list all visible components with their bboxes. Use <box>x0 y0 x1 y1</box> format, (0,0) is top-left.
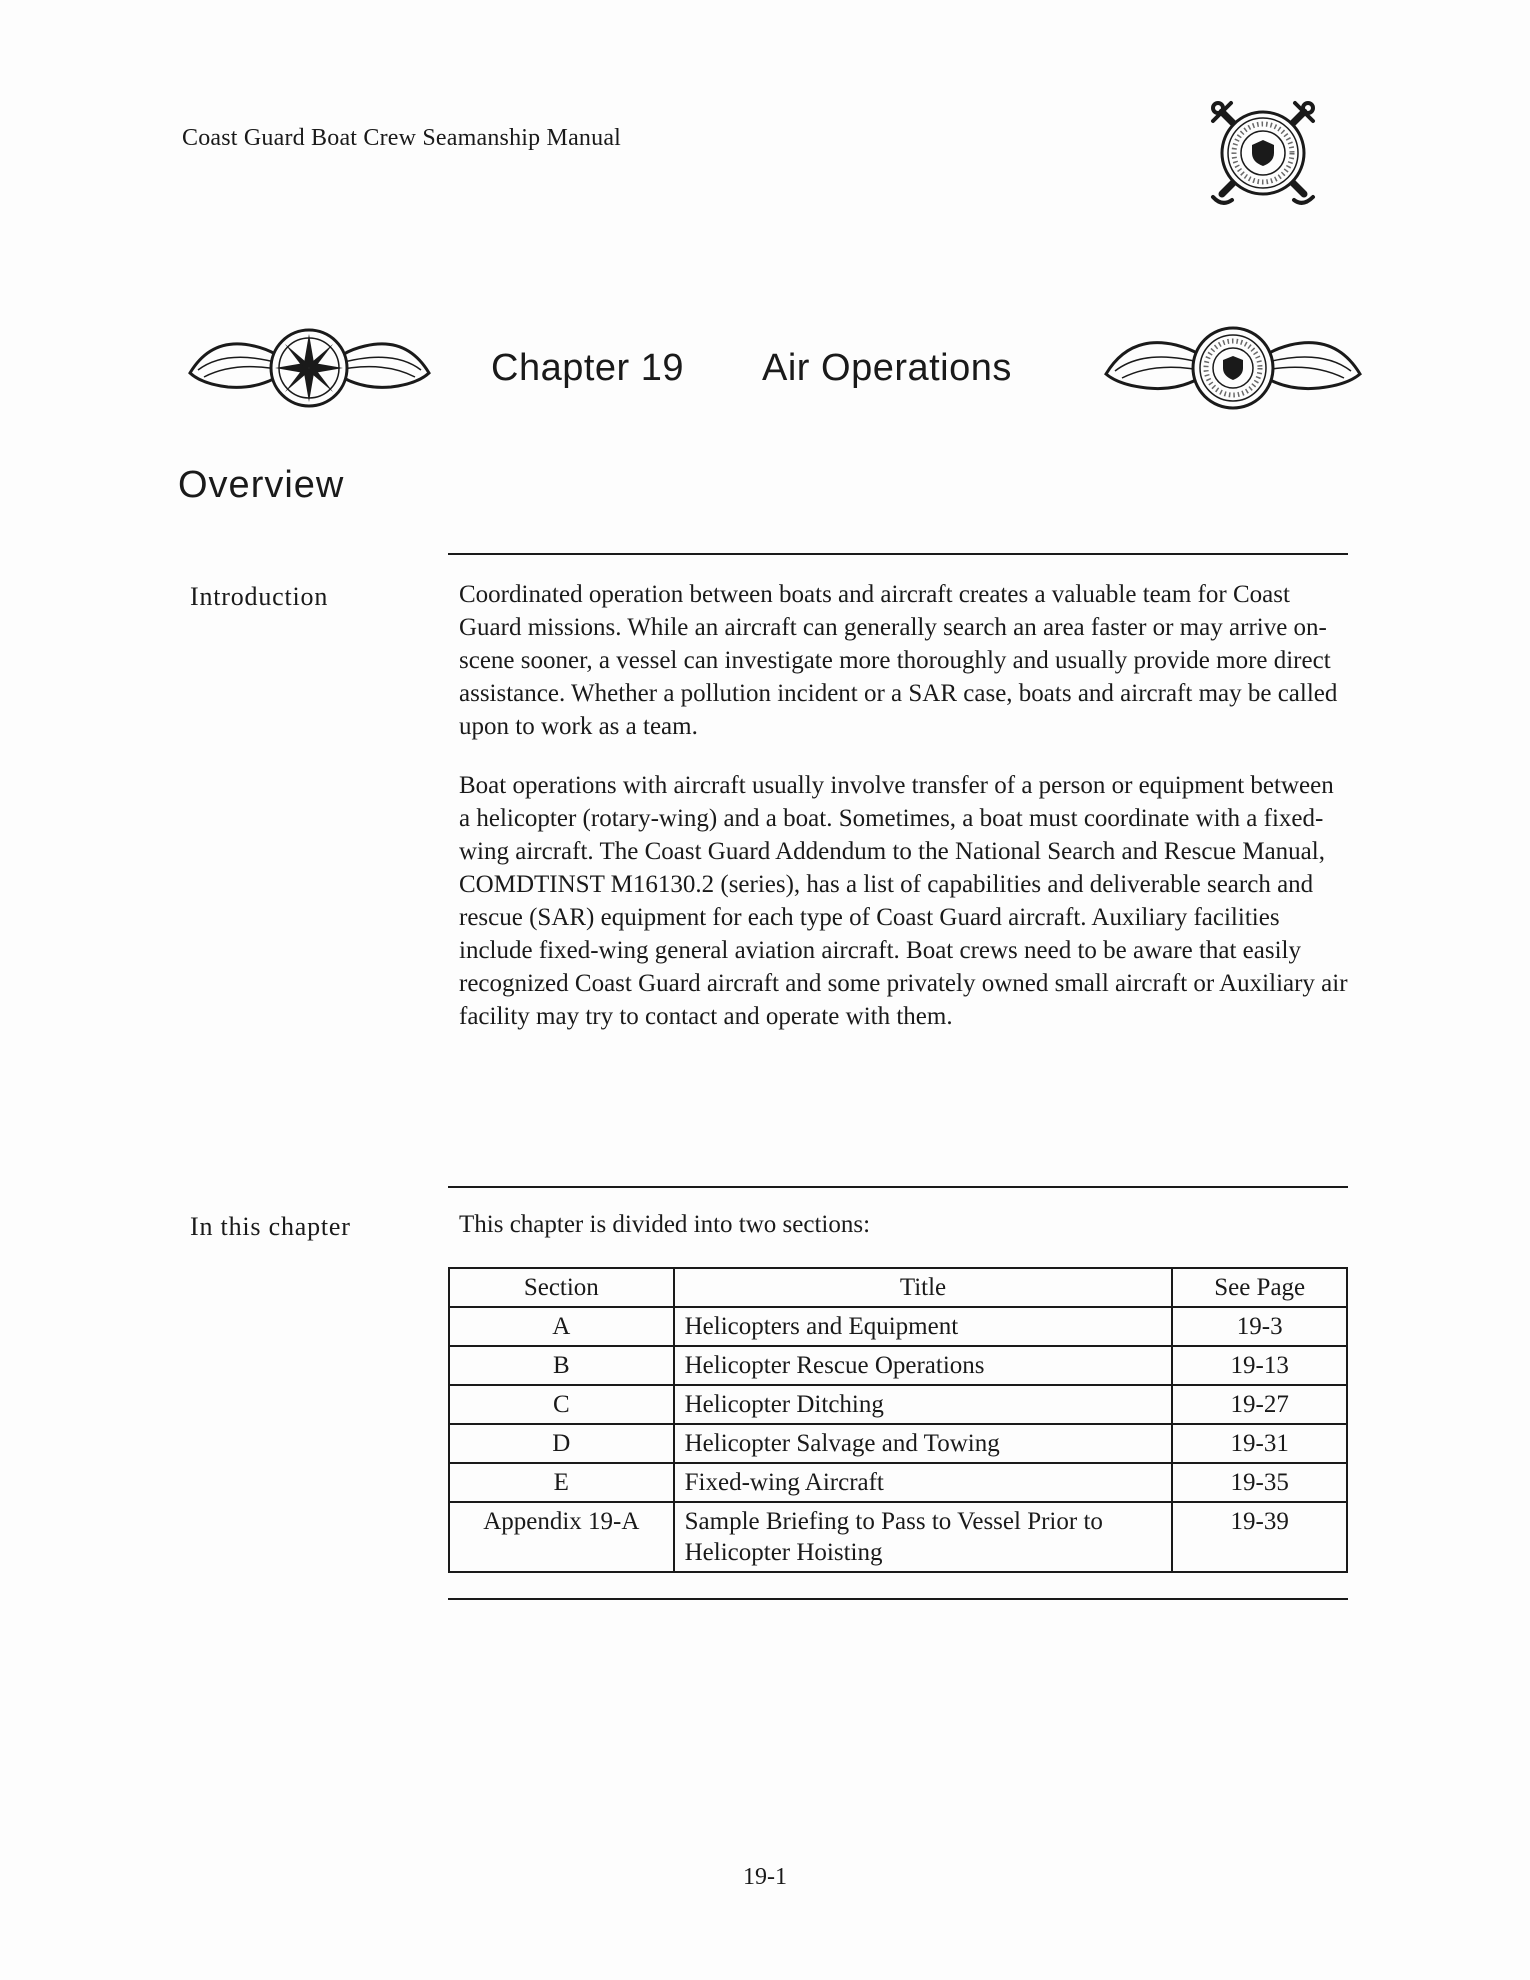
coast-guard-seal-icon <box>1192 82 1334 224</box>
title-cell: Fixed-wing Aircraft <box>674 1463 1173 1502</box>
introduction-body <box>459 578 1349 1059</box>
introduction-label: Introduction <box>190 582 329 611</box>
table-row <box>449 1385 1347 1424</box>
section-cell: D <box>449 1424 674 1463</box>
in-this-chapter-label: In this chapter <box>190 1212 351 1241</box>
auxiliary-emblem-left-icon <box>182 318 437 418</box>
chapter-contents-table <box>448 1267 1348 1573</box>
section-cell: C <box>449 1385 674 1424</box>
page-cell: 19-27 <box>1172 1385 1347 1424</box>
table-row <box>449 1463 1347 1502</box>
title-cell: Helicopter Salvage and Towing <box>674 1424 1173 1463</box>
overview-heading: Overview <box>178 464 345 506</box>
page-number: 19-1 <box>743 1864 787 1890</box>
section-divider <box>448 1186 1348 1188</box>
column-header-see-page: See Page <box>1172 1268 1347 1307</box>
table-row <box>449 1346 1347 1385</box>
section-divider <box>448 553 1348 555</box>
page-cell: 19-3 <box>1172 1307 1347 1346</box>
table-row <box>449 1424 1347 1463</box>
title-cell: Helicopter Rescue Operations <box>674 1346 1173 1385</box>
introduction-paragraph-1: Coordinated operation between boats and aircraft creates a valuable team for Coast Guard missions. While an aircraft can generally search an area faster or may arrive on-scene sooner, a vessel can investigate more thoroughly and usually provide more direct assistance. Whether a pollution incident or a SAR case, boats and aircraft may be called upon to work as a team. <box>459 581 1338 740</box>
title-cell: Sample Briefing to Pass to Vessel Prior to Helicopter Hoisting <box>674 1502 1173 1572</box>
section-cell: Appendix 19-A <box>449 1502 674 1572</box>
title-cell: Helicopters and Equipment <box>674 1307 1173 1346</box>
table-row <box>449 1307 1347 1346</box>
title-cell: Helicopter Ditching <box>674 1385 1173 1424</box>
section-cell: B <box>449 1346 674 1385</box>
page-cell: 19-35 <box>1172 1463 1347 1502</box>
chapter-heading-row <box>182 312 1368 424</box>
table-row <box>449 1502 1347 1572</box>
column-header-title: Title <box>674 1268 1173 1307</box>
section-divider <box>448 1598 1348 1600</box>
introduction-paragraph-2: Boat operations with aircraft usually involve transfer of a person or equipment between a helicopter (rotary-wing) and a boat. Sometimes, a boat must coordinate with a fixed-wing aircraft. The Coast Guard Addendum to the National Search and Rescue Manual, COMDTINST M16130.2 (series), has a list of capabilities and deliverable search and rescue (SAR) equipment for each type of Coast Guard aircraft. Auxiliary facilities include fixed-wing general aviation aircraft. Boat crews need to be aware that easily recognized Coast Guard aircraft and some privately owned small aircraft or Auxiliary air facility may try to contact and operate with them. <box>459 772 1348 1030</box>
page-cell: 19-39 <box>1172 1502 1347 1572</box>
table-header-row <box>449 1268 1347 1307</box>
chapter-name: Air Operations <box>762 346 1012 389</box>
in-this-chapter-body <box>459 1208 1349 1573</box>
in-this-chapter-intro: This chapter is divided into two sections: <box>459 1211 871 1238</box>
page-cell: 19-13 <box>1172 1346 1347 1385</box>
page-cell: 19-31 <box>1172 1424 1347 1463</box>
section-cell: E <box>449 1463 674 1502</box>
chapter-number: Chapter 19 <box>491 346 685 389</box>
auxiliary-emblem-right-icon <box>1098 316 1368 421</box>
column-header-section: Section <box>449 1268 674 1307</box>
running-header: Coast Guard Boat Crew Seamanship Manual <box>182 125 622 151</box>
chapter-title <box>491 347 1012 390</box>
section-cell: A <box>449 1307 674 1346</box>
